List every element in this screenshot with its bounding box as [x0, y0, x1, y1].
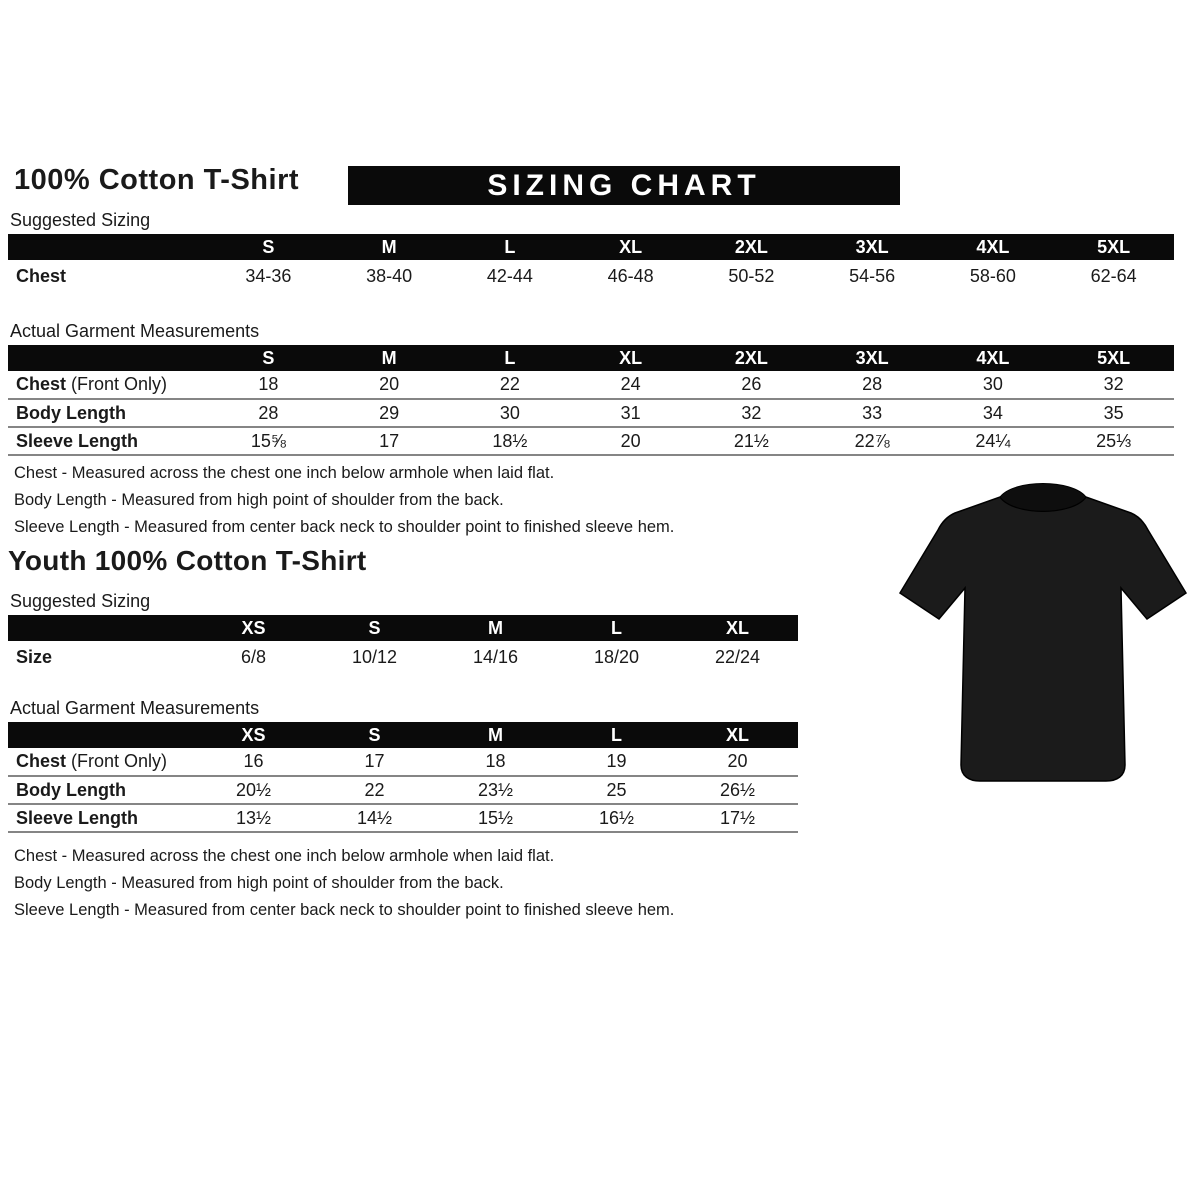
youth-suggested-sizing-table: [8, 615, 798, 674]
row-sleeve-length: [8, 804, 798, 832]
column-header-xl: XL: [570, 234, 691, 260]
row-body-length: [8, 399, 1174, 427]
youth-garment-measurements-table: [8, 722, 798, 833]
column-header-s: S: [208, 234, 329, 260]
row-size: [8, 641, 798, 674]
column-header-m: M: [329, 234, 450, 260]
sizing-chart-banner-text: SIZING CHART: [487, 168, 761, 202]
value-cell: 17: [379, 430, 400, 451]
value-cell: 18½: [492, 430, 528, 451]
note-chest: Chest - Measured across the chest one inch below armhole when laid flat.: [14, 847, 555, 865]
value-cell: 14/16: [472, 647, 519, 667]
column-header-xs: XS: [193, 615, 314, 641]
column-header-l: L: [556, 722, 677, 748]
value-cell: 6/8: [240, 647, 267, 667]
column-header-5xl: 5XL: [1053, 234, 1174, 260]
value-cell: 50-52: [728, 266, 775, 286]
column-header-3xl: 3XL: [812, 345, 933, 371]
column-header-m: M: [435, 722, 556, 748]
corner-cell: [8, 722, 193, 748]
value-cell: 28: [258, 402, 279, 423]
value-cell: 18: [258, 374, 279, 394]
note-chest: Chest - Measured across the chest one inch below armhole when laid flat.: [14, 464, 555, 482]
value-cell: 17: [364, 751, 385, 771]
value-cell: 15⅝: [250, 430, 286, 451]
column-header-2xl: 2XL: [691, 234, 812, 260]
value-cell: 22: [499, 374, 520, 394]
value-cell: 35: [1103, 402, 1124, 423]
value-cell: 32: [741, 402, 762, 423]
value-cell: 30: [982, 374, 1003, 394]
size-header-row: [8, 234, 1174, 260]
value-cell: 34-36: [245, 266, 292, 286]
value-cell: 31: [620, 402, 641, 423]
size-header-row: [8, 722, 798, 748]
column-header-l: L: [450, 234, 571, 260]
page-title: 100% Cotton T-Shirt: [14, 164, 300, 196]
row-label: Size: [16, 647, 53, 667]
youth-suggested-sizing-label: Suggested Sizing: [10, 591, 151, 611]
value-cell: 34: [982, 402, 1003, 423]
row-label: Body Length: [16, 779, 126, 800]
row-label: Chest: [16, 266, 67, 286]
value-cell: 14½: [356, 807, 393, 828]
column-header-s: S: [314, 722, 435, 748]
row-chest: [8, 260, 1174, 293]
value-cell: 22: [364, 779, 385, 800]
value-cell: 32: [1103, 374, 1124, 394]
tshirt-body: [900, 497, 1186, 781]
value-cell: 21½: [733, 430, 769, 451]
adult-actual-measurements-label: Actual Garment Measurements: [10, 321, 260, 341]
value-cell: 23½: [477, 779, 514, 800]
tshirt-image: [898, 472, 1188, 807]
column-header-s: S: [314, 615, 435, 641]
sizing-chart-banner: [348, 166, 900, 205]
column-header-m: M: [329, 345, 450, 371]
value-cell: 20: [620, 430, 641, 451]
value-cell: 24¼: [975, 430, 1011, 451]
value-cell: 54-56: [849, 266, 896, 286]
column-header-xl: XL: [677, 615, 798, 641]
value-cell: 20: [379, 374, 400, 394]
row-chest: [8, 371, 1174, 399]
value-cell: 20½: [235, 779, 272, 800]
adult-suggested-sizing-label: Suggested Sizing: [10, 210, 151, 230]
value-cell: 26½: [719, 779, 756, 800]
value-cell: 46-48: [607, 266, 654, 286]
value-cell: 26: [741, 374, 762, 394]
corner-cell: [8, 345, 208, 371]
value-cell: 24: [620, 374, 641, 394]
row-label: Sleeve Length: [16, 430, 139, 451]
youth-actual-measurements-label: Actual Garment Measurements: [10, 698, 260, 718]
column-header-xl: XL: [677, 722, 798, 748]
size-header-row: [8, 615, 798, 641]
value-cell: 62-64: [1090, 266, 1137, 286]
value-cell: 28: [862, 374, 883, 394]
row-chest: [8, 748, 798, 776]
value-cell: 22⅞: [854, 430, 890, 451]
value-cell: 15½: [477, 807, 514, 828]
tshirt-photo: [898, 472, 1188, 807]
value-cell: 33: [862, 402, 883, 423]
value-cell: 42-44: [486, 266, 533, 286]
value-cell: 25: [606, 779, 627, 800]
corner-cell: [8, 615, 193, 641]
row-label: Sleeve Length: [16, 807, 139, 828]
column-header-4xl: 4XL: [933, 234, 1054, 260]
value-cell: 38-40: [366, 266, 413, 286]
row-label: Chest (Front Only): [16, 751, 168, 771]
row-label: Body Length: [16, 402, 126, 423]
note-sleeve-length: Sleeve Length - Measured from center back neck to shoulder point to finished sleeve hem.: [14, 518, 675, 536]
column-header-xs: XS: [193, 722, 314, 748]
value-cell: 18: [485, 751, 506, 771]
value-cell: 30: [499, 402, 520, 423]
size-header-row: [8, 345, 1174, 371]
note-sleeve-length: Sleeve Length - Measured from center back neck to shoulder point to finished sleeve hem.: [14, 901, 675, 919]
column-header-xl: XL: [570, 345, 691, 371]
column-header-l: L: [450, 345, 571, 371]
column-header-2xl: 2XL: [691, 345, 812, 371]
column-header-l: L: [556, 615, 677, 641]
value-cell: 17½: [719, 807, 756, 828]
adult-suggested-sizing-table: [8, 234, 1174, 293]
row-label: Chest (Front Only): [16, 374, 168, 394]
youth-section-title: Youth 100% Cotton T-Shirt: [8, 545, 367, 576]
youth-measurement-notes: [14, 847, 1174, 920]
column-header-4xl: 4XL: [933, 345, 1054, 371]
value-cell: 29: [379, 402, 400, 423]
adult-garment-measurements-table: [8, 345, 1174, 456]
row-body-length: [8, 776, 798, 804]
column-header-s: S: [208, 345, 329, 371]
value-cell: 16: [243, 751, 264, 771]
value-cell: 25⅓: [1096, 430, 1132, 451]
note-body-length: Body Length - Measured from high point of shoulder from the back.: [14, 874, 504, 892]
value-cell: 18/20: [593, 647, 640, 667]
column-header-3xl: 3XL: [812, 234, 933, 260]
value-cell: 58-60: [969, 266, 1016, 286]
value-cell: 20: [727, 751, 748, 771]
value-cell: 13½: [235, 807, 272, 828]
note-body-length: Body Length - Measured from high point of shoulder from the back.: [14, 491, 504, 509]
column-header-m: M: [435, 615, 556, 641]
column-header-5xl: 5XL: [1053, 345, 1174, 371]
corner-cell: [8, 234, 208, 260]
row-sleeve-length: [8, 427, 1174, 455]
value-cell: 10/12: [351, 647, 398, 667]
value-cell: 19: [606, 751, 627, 771]
value-cell: 16½: [598, 807, 635, 828]
value-cell: 22/24: [714, 647, 761, 667]
